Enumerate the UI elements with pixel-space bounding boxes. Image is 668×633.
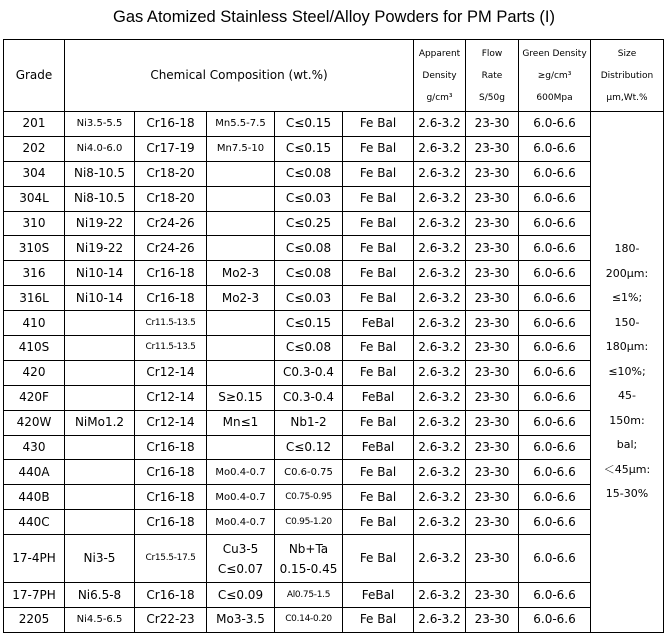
table-row [4,510,664,535]
composition-cell: Cr16-18 [135,261,207,286]
apparent-density-cell: 2.6-3.2 [414,236,466,261]
composition-cell: Ni10-14 [65,261,135,286]
flow-rate-cell: 23-30 [466,286,519,311]
flow-rate-cell: 23-30 [466,211,519,236]
apparent-density-cell: 2.6-3.2 [414,460,466,485]
composition-cell: Fe Bal [343,161,414,186]
apparent-density-cell: 2.6-3.2 [414,161,466,186]
composition-cell: Mo0.4-0.7 [207,485,275,510]
table-row [4,286,664,311]
table-row [4,211,664,236]
composition-cell: Fe Bal [343,485,414,510]
composition-cell: C0.3-0.4 [275,360,343,385]
composition-cell: Ni19-22 [65,236,135,261]
composition-cell: Cr16-18 [135,460,207,485]
composition-cell: C≤0.08 [275,261,343,286]
apparent-density-cell: 2.6-3.2 [414,112,466,137]
composition-cell: Ni6.5-8 [65,583,135,608]
composition-cell: Cr18-20 [135,186,207,211]
apparent-density-cell: 2.6-3.2 [414,286,466,311]
composition-cell: Fe Bal [343,460,414,485]
apparent-density-cell: 2.6-3.2 [414,186,466,211]
header-green-density: Green Density ≥g/cm³ 600Mpa [519,40,591,112]
green-density-cell: 6.0-6.6 [519,186,591,211]
composition-cell [65,460,135,485]
composition-cell: C0.3-0.4 [275,385,343,410]
table-row [4,360,664,385]
table-row [4,186,664,211]
composition-cell: Cr15.5-17.5 [135,535,207,583]
composition-cell: FeBal [343,435,414,460]
grade-cell: 2205 [4,608,65,633]
composition-cell: Cr11.5-13.5 [135,311,207,336]
apparent-density-cell: 2.6-3.2 [414,510,466,535]
header-apparent-density: Apparent Density g/cm³ [414,40,466,112]
table-row [4,608,664,633]
green-density-cell: 6.0-6.6 [519,360,591,385]
grade-cell: 420W [4,410,65,435]
grade-cell: 17-7PH [4,583,65,608]
header-grade: Grade [4,40,65,112]
table-row [4,460,664,485]
table-row [4,435,664,460]
flow-rate-cell: 23-30 [466,410,519,435]
composition-cell: Mo2-3 [207,261,275,286]
flow-rate-cell: 23-30 [466,261,519,286]
composition-cell: Mn5.5-7.5 [207,112,275,137]
green-density-cell: 6.0-6.6 [519,261,591,286]
grade-cell: 410 [4,311,65,336]
green-density-cell: 6.0-6.6 [519,385,591,410]
table-row [4,261,664,286]
composition-cell: Ni8-10.5 [65,186,135,211]
composition-cell [207,211,275,236]
flow-rate-cell: 23-30 [466,385,519,410]
composition-cell: Cr24-26 [135,236,207,261]
grade-cell: 17-4PH [4,535,65,583]
composition-cell [65,510,135,535]
flow-rate-cell: 23-30 [466,186,519,211]
composition-cell: Mo0.4-0.7 [207,460,275,485]
grade-cell: 310 [4,211,65,236]
composition-cell [207,161,275,186]
composition-cell: Cr12-14 [135,385,207,410]
composition-cell: Ni10-14 [65,286,135,311]
flow-rate-cell: 23-30 [466,510,519,535]
composition-cell: Fe Bal [343,186,414,211]
grade-cell: 440A [4,460,65,485]
grade-cell: 304L [4,186,65,211]
grade-cell: 440B [4,485,65,510]
grade-cell: 430 [4,435,65,460]
composition-cell [207,311,275,336]
composition-cell: Fe Bal [343,360,414,385]
composition-cell: Fe Bal [343,211,414,236]
composition-cell: Nb+Ta 0.15-0.45 [275,535,343,583]
composition-cell: NiMo1.2 [65,410,135,435]
green-density-cell: 6.0-6.6 [519,311,591,336]
composition-cell [65,311,135,336]
composition-cell [207,236,275,261]
composition-cell: Mn≤1 [207,410,275,435]
composition-cell [207,360,275,385]
composition-cell: Mo0.4-0.7 [207,510,275,535]
composition-cell: Ni3.5-5.5 [65,112,135,137]
composition-cell: Fe Bal [343,410,414,435]
composition-cell: C0.95-1.20 [275,510,343,535]
composition-cell: Cr16-18 [135,510,207,535]
composition-cell: Cr16-18 [135,485,207,510]
grade-cell: 304 [4,161,65,186]
composition-cell: Cr16-18 [135,112,207,137]
composition-cell [207,435,275,460]
composition-cell: FeBal [343,311,414,336]
flow-rate-cell: 23-30 [466,460,519,485]
table-row [4,410,664,435]
composition-cell: FeBal [343,385,414,410]
composition-cell: S≥0.15 [207,385,275,410]
composition-cell: C≤0.15 [275,311,343,336]
table-row [4,583,664,608]
green-density-cell: 6.0-6.6 [519,136,591,161]
composition-cell: C≤0.15 [275,136,343,161]
composition-cell: C≤0.12 [275,435,343,460]
composition-cell [65,336,135,361]
flow-rate-cell: 23-30 [466,608,519,633]
composition-cell [65,360,135,385]
composition-cell: Cu3-5 C≤0.07 [207,535,275,583]
table-row [4,535,664,583]
apparent-density-cell: 2.6-3.2 [414,261,466,286]
green-density-cell: 6.0-6.6 [519,211,591,236]
flow-rate-cell: 23-30 [466,236,519,261]
apparent-density-cell: 2.6-3.2 [414,360,466,385]
composition-cell: Ni8-10.5 [65,161,135,186]
green-density-cell: 6.0-6.6 [519,286,591,311]
composition-cell: Fe Bal [343,336,414,361]
table-row [4,236,664,261]
table-row [4,385,664,410]
composition-cell: Cr12-14 [135,410,207,435]
header-row [4,40,664,112]
composition-cell: C0.6-0.75 [275,460,343,485]
flow-rate-cell: 23-30 [466,336,519,361]
table-row [4,161,664,186]
composition-cell: FeBal [343,583,414,608]
apparent-density-cell: 2.6-3.2 [414,410,466,435]
composition-cell: C≤0.08 [275,236,343,261]
header-chemical-composition: Chemical Composition (wt.%) [65,40,414,112]
grade-cell: 316L [4,286,65,311]
green-density-cell: 6.0-6.6 [519,460,591,485]
composition-cell: Fe Bal [343,112,414,137]
green-density-cell: 6.0-6.6 [519,236,591,261]
composition-cell: C≤0.15 [275,112,343,137]
grade-cell: 420F [4,385,65,410]
composition-cell: Cr11.5-13.5 [135,336,207,361]
table-row [4,311,664,336]
flow-rate-cell: 23-30 [466,311,519,336]
composition-cell: Cr12-14 [135,360,207,385]
flow-rate-cell: 23-30 [466,360,519,385]
header-size-distribution: Size Distribution μm,Wt.% [591,40,664,112]
composition-cell: C≤0.03 [275,186,343,211]
apparent-density-cell: 2.6-3.2 [414,608,466,633]
apparent-density-cell: 2.6-3.2 [414,485,466,510]
composition-cell: Fe Bal [343,608,414,633]
composition-cell: Fe Bal [343,535,414,583]
composition-cell: C≤0.03 [275,286,343,311]
green-density-cell: 6.0-6.6 [519,161,591,186]
composition-cell: Cr16-18 [135,435,207,460]
green-density-cell: 6.0-6.6 [519,535,591,583]
green-density-cell: 6.0-6.6 [519,583,591,608]
composition-cell: C≤0.25 [275,211,343,236]
apparent-density-cell: 2.6-3.2 [414,336,466,361]
green-density-cell: 6.0-6.6 [519,410,591,435]
composition-cell: Ni4.0-6.0 [65,136,135,161]
composition-cell: Fe Bal [343,236,414,261]
grade-cell: 316 [4,261,65,286]
apparent-density-cell: 2.6-3.2 [414,211,466,236]
composition-cell: Fe Bal [343,136,414,161]
table-row [4,485,664,510]
composition-cell: Ni3-5 [65,535,135,583]
table-row [4,136,664,161]
composition-cell [65,385,135,410]
grade-cell: 410S [4,336,65,361]
apparent-density-cell: 2.6-3.2 [414,311,466,336]
table-row [4,336,664,361]
composition-cell: Al0.75-1.5 [275,583,343,608]
composition-cell: Fe Bal [343,510,414,535]
composition-cell: Fe Bal [343,286,414,311]
apparent-density-cell: 2.6-3.2 [414,435,466,460]
green-density-cell: 6.0-6.6 [519,435,591,460]
composition-cell: Cr22-23 [135,608,207,633]
composition-cell: Mo2-3 [207,286,275,311]
flow-rate-cell: 23-30 [466,435,519,460]
composition-cell [207,336,275,361]
composition-cell: C≤0.08 [275,336,343,361]
grade-cell: 202 [4,136,65,161]
flow-rate-cell: 23-30 [466,485,519,510]
apparent-density-cell: 2.6-3.2 [414,535,466,583]
apparent-density-cell: 2.6-3.2 [414,583,466,608]
flow-rate-cell: 23-30 [466,136,519,161]
grade-cell: 420 [4,360,65,385]
composition-cell: C≤0.08 [275,161,343,186]
composition-cell: Cr24-26 [135,211,207,236]
composition-cell [65,435,135,460]
composition-cell: Fe Bal [343,261,414,286]
green-density-cell: 6.0-6.6 [519,485,591,510]
composition-cell: C0.14-0.20 [275,608,343,633]
composition-cell [65,485,135,510]
green-density-cell: 6.0-6.6 [519,510,591,535]
grade-cell: 310S [4,236,65,261]
composition-cell: C0.75-0.95 [275,485,343,510]
apparent-density-cell: 2.6-3.2 [414,136,466,161]
green-density-cell: 6.0-6.6 [519,608,591,633]
composition-cell: Ni19-22 [65,211,135,236]
flow-rate-cell: 23-30 [466,112,519,137]
green-density-cell: 6.0-6.6 [519,112,591,137]
powder-spec-table [3,39,664,633]
page-title: Gas Atomized Stainless Steel/Alloy Powders for PM Parts (I) [113,8,555,26]
apparent-density-cell: 2.6-3.2 [414,385,466,410]
composition-cell: Ni4.5-6.5 [65,608,135,633]
composition-cell: Cr16-18 [135,286,207,311]
composition-cell [207,186,275,211]
composition-cell: Mo3-3.5 [207,608,275,633]
grade-cell: 201 [4,112,65,137]
composition-cell: Cr18-20 [135,161,207,186]
composition-cell: Mn7.5-10 [207,136,275,161]
flow-rate-cell: 23-30 [466,535,519,583]
flow-rate-cell: 23-30 [466,161,519,186]
grade-cell: 440C [4,510,65,535]
composition-cell: Nb1-2 [275,410,343,435]
green-density-cell: 6.0-6.6 [519,336,591,361]
composition-cell: Cr16-18 [135,583,207,608]
header-flow-rate: Flow Rate S/50g [466,40,519,112]
table-row [4,112,664,137]
size-distribution-cell: 180- 200μm: ≤1%; 150- 180μm: ≤10%; 45- 150m: bal; ＜45μm: 15-30% [591,112,664,633]
composition-cell: C≤0.09 [207,583,275,608]
composition-cell: Cr17-19 [135,136,207,161]
flow-rate-cell: 23-30 [466,583,519,608]
